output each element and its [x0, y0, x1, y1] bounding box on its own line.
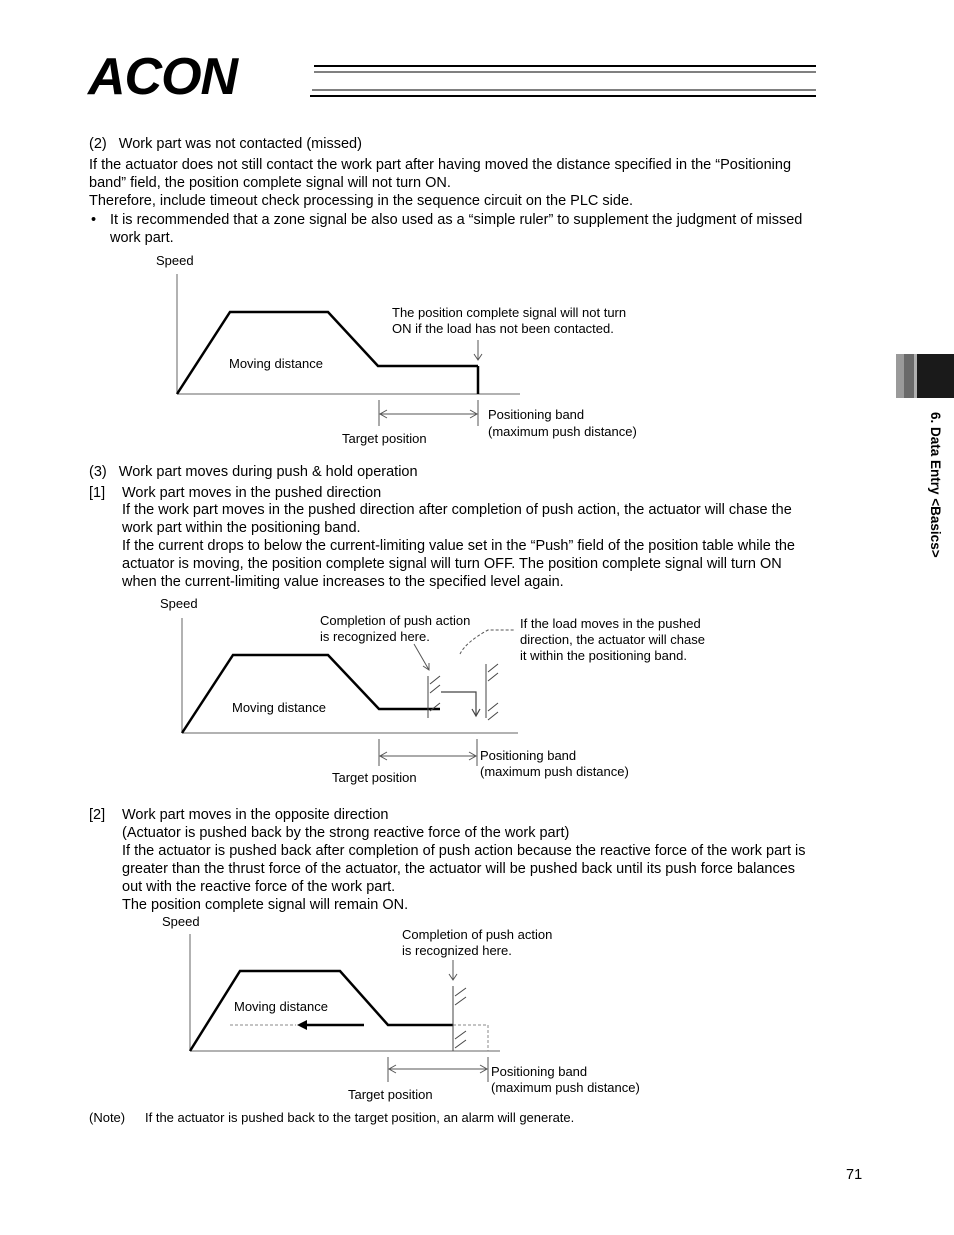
item2-line4: out with the reactive force of the work part.	[122, 879, 396, 895]
item2-number: [2]	[89, 807, 106, 823]
d1-band-line1: Positioning band	[488, 407, 585, 422]
side-tab-label: 6. Data Entry <Basics>	[928, 412, 943, 558]
d1-note-line2: ON if the load has not been contacted.	[392, 321, 614, 336]
d1-target-label: Target position	[342, 431, 427, 446]
page-number: 71	[846, 1167, 863, 1183]
item2-line2: If the actuator is pushed back after completion of push action because the reactive force of the work part is	[122, 843, 806, 859]
acon-logo	[88, 48, 818, 106]
diagram-missed-contact	[0, 250, 954, 450]
item1-line3: If the current drops to below the current-limiting value set in the “Push” field of the position table while the	[122, 538, 795, 554]
section3-heading: (3) Work part moves during push & hold operation	[89, 464, 418, 480]
d2-chase-line3: it within the positioning band.	[520, 648, 687, 663]
section2-bullet-line1: It is recommended that a zone signal be also used as a “simple ruler” to supplement the judgment of missed	[110, 212, 803, 228]
d3-speed-label: Speed	[162, 914, 200, 929]
d1-speed-label: Speed	[156, 253, 194, 268]
item1-number: [1]	[89, 485, 106, 501]
item2-line1: (Actuator is pushed back by the strong reactive force of the work part)	[122, 825, 570, 841]
d2-completion-line2: is recognized here.	[320, 629, 430, 644]
d2-completion-line1: Completion of push action	[320, 613, 471, 628]
d2-band-line1: Positioning band	[480, 748, 577, 763]
section2-heading: (2) Work part was not contacted (missed)	[89, 136, 362, 152]
d2-target-label: Target position	[332, 770, 417, 785]
section2-bullet-line2: work part.	[110, 230, 174, 246]
d1-band-line2: (maximum push distance)	[488, 424, 637, 439]
d2-chase-line1: If the load moves in the pushed	[520, 616, 701, 631]
diagram-opposite-direction	[0, 910, 954, 1110]
section2-line1: If the actuator does not still contact the work part after having moved the distance specified in the “Positioning	[89, 157, 792, 173]
d2-band-line2: (maximum push distance)	[480, 764, 629, 779]
section2-line3: Therefore, include timeout check processing in the sequence circuit on the PLC side.	[89, 193, 634, 209]
d2-speed-label: Speed	[160, 596, 198, 611]
d2-moving-label: Moving distance	[232, 700, 326, 715]
d3-completion-line2: is recognized here.	[402, 943, 512, 958]
item2-line5: The position complete signal will remain ON.	[122, 897, 409, 913]
item1-line2: work part within the positioning band.	[122, 520, 361, 536]
section2-line2: band” field, the position complete signal will not turn ON.	[89, 175, 451, 191]
logo-text: ACON	[88, 48, 238, 106]
note-text: If the actuator is pushed back to the target position, an alarm will generate.	[145, 1110, 575, 1125]
bullet-dot: •	[91, 212, 97, 228]
diagram-pushed-direction	[0, 592, 954, 792]
item1-line5: when the current-limiting value increases to the specified level again.	[122, 574, 564, 590]
d3-completion-line1: Completion of push action	[402, 927, 553, 942]
item1-title: Work part moves in the pushed direction	[122, 485, 382, 501]
note-label: (Note)	[89, 1110, 126, 1125]
item2-title: Work part moves in the opposite direction	[122, 807, 389, 823]
item1-line1: If the work part moves in the pushed direction after completion of push action, the actuator will chase the	[122, 502, 792, 518]
d3-target-label: Target position	[348, 1087, 433, 1102]
d1-moving-label: Moving distance	[229, 356, 323, 371]
d3-moving-label: Moving distance	[234, 999, 328, 1014]
d3-band-line1: Positioning band	[491, 1064, 588, 1079]
d1-note-line1: The position complete signal will not turn	[392, 305, 627, 320]
item2-line3: greater than the thrust force of the actuator, the actuator will be pushed back until its push force balances	[122, 861, 796, 877]
d3-band-line2: (maximum push distance)	[491, 1080, 640, 1095]
page-header	[88, 48, 818, 106]
d2-chase-line2: direction, the actuator will chase	[520, 632, 705, 647]
item1-line4: actuator is moving, the position complete signal will turn OFF. The position complete signal will turn ON	[122, 556, 782, 572]
